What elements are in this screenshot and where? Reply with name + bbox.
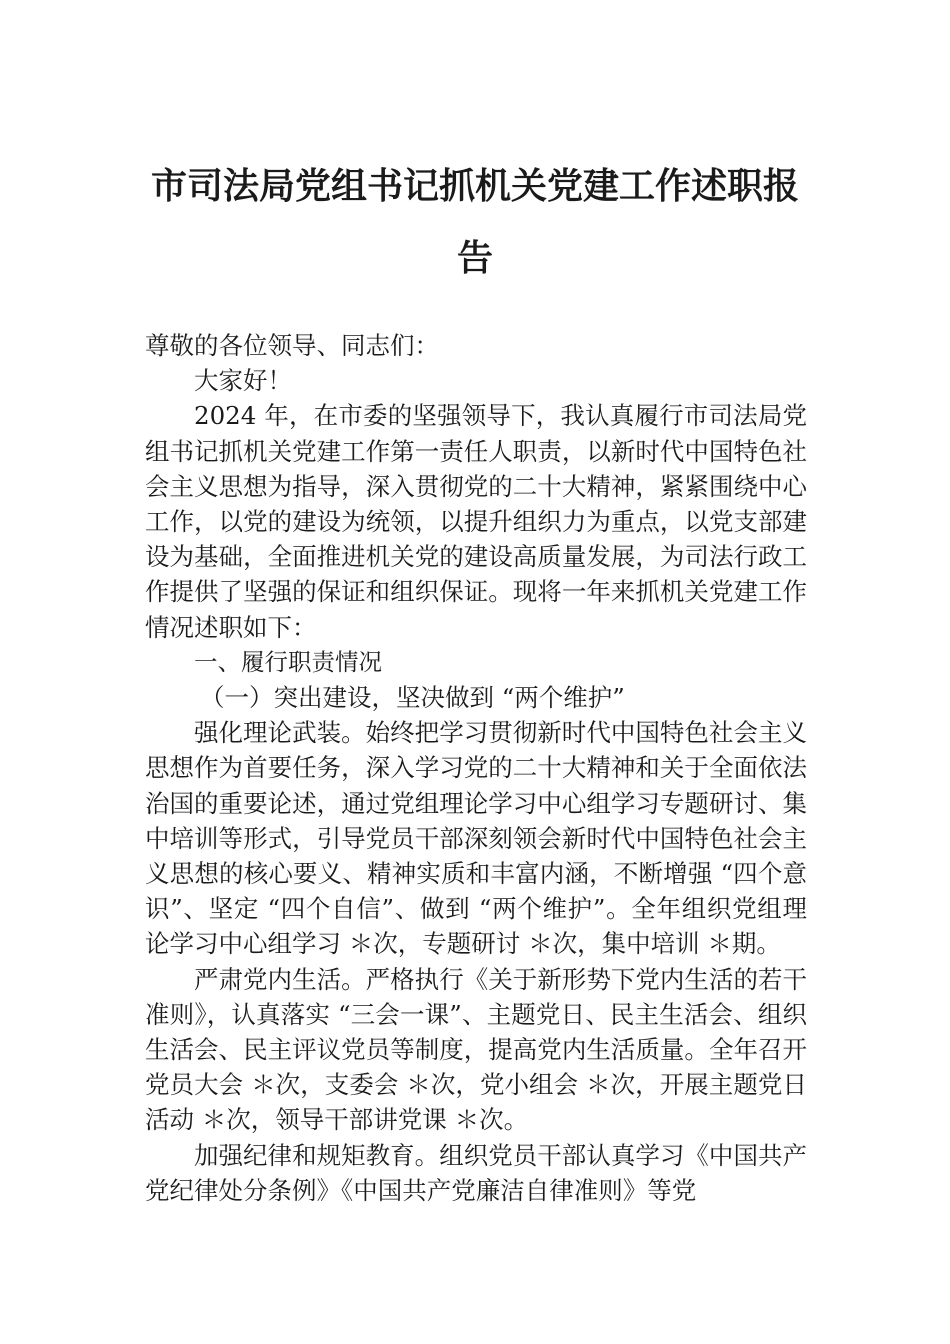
greeting: 大家好！ bbox=[194, 366, 292, 396]
section-heading-1: 一、履行职责情况 bbox=[194, 647, 382, 676]
document-title: 市司法局党组书记抓机关党建工作述职报告 bbox=[150, 165, 799, 279]
paragraph-discipline: 加强纪律和规矩教育。组织党员干部认真学习《中国共产党纪律处分条例》《中国共产党廉洁自律准则》等党 bbox=[145, 1140, 807, 1205]
salutation: 尊敬的各位领导、同志们： bbox=[145, 331, 439, 360]
intro-paragraph: 2024 年，在市委的坚强领导下，我认真履行市司法局党组书记抓机关党建工作第一责任人职责，以新时代中国特色社会主义思想为指导，深入贯彻党的二十大精神，紧紧围绕中心工作，以党的建设为统领，以提升组织力为重点，以党支部建设为基础，全面推进机关党的建设高质量发展，为司法行政工作提供了坚强的保证和组织保证。现将一年来抓机关党建工作情况述职如下： bbox=[145, 401, 807, 642]
paragraph-party-life: 严肃党内生活。严格执行《关于新形势下党内生活的若干准则》，认真落实 “三会一课”、主题党日、民主生活会、组织生活会、民主评议党员等制度，提高党内生活质量。全年召开党员大会 ＊次，支委会 ＊次，党小组会 ＊次，开展主题党日活动 ＊次，领导干部讲党课 ＊次。 bbox=[145, 964, 807, 1135]
subsection-heading-1: （一）突出建设，坚决做到 “两个维护” bbox=[200, 683, 625, 713]
document-body bbox=[145, 328, 807, 1208]
paragraph-theory-study: 强化理论武装。始终把学习贯彻新时代中国特色社会主义思想作为首要任务，深入学习党的二十大精神和关于全面依法治国的重要论述，通过党组理论学习中心组学习专题研讨、集中培训等形式，引导党员干部深刻领会新时代中国特色社会主义思想的核心要义、精神实质和丰富内涵，不断增强 “四个意识”、坚定 “四个自信”、做到 “两个维护”。全年组织党组理论学习中心组学习 ＊次，专题研讨 ＊次，集中培训 ＊期。 bbox=[145, 718, 807, 959]
